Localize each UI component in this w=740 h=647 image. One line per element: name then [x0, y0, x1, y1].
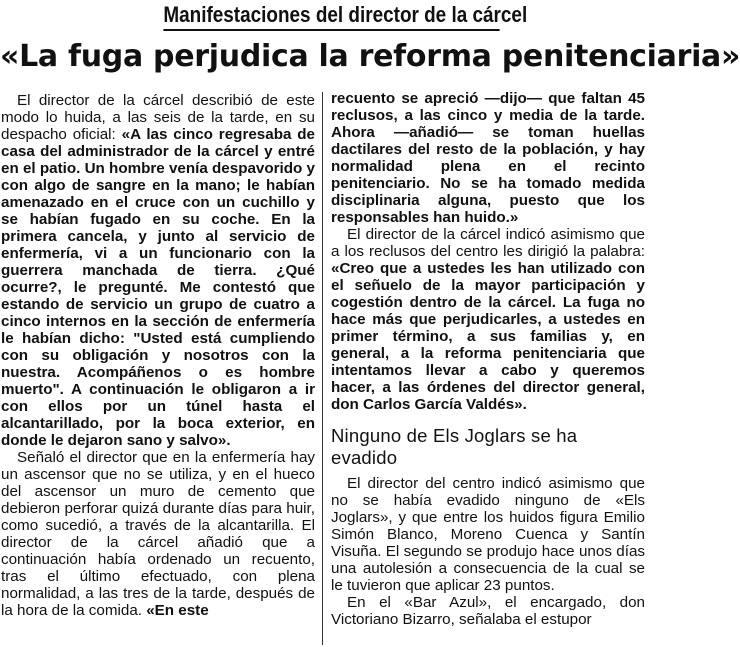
paragraph-els-joglars: El director del centro indicó asimismo que no se había evadido ninguno de «Els Joglars», y que entre los huidos figura Emilio Simón Blanco, Moreno Cuenca y Santín Visuña. El segundo se produjo hace unos días una autolesión a consecuencia de la cual se le tuvieron que aplicar 23 puntos. [331, 475, 645, 594]
article-column-right [331, 90, 645, 643]
article-headline: «La fuga perjudica la reforma penitenciaria» [0, 39, 740, 74]
paragraph-intro-text: El director de la cárcel describió de este modo lo huida, a las seis de la tarde, en su despacho oficial: [1, 92, 315, 143]
article-column-left [1, 92, 315, 645]
paragraph-address-to-inmates [331, 226, 645, 413]
column-divider [322, 92, 323, 645]
director-quote-text: «A las cinco regresaba de casa del administrador de la cárcel y entré en el patio. Un hombre venía despavorido y con algo de sangre en la mano; le habían amenazado en el cruce con un cuchillo y se habían fugado en su coche. En la primera cancela, y junto al servicio de enfermería, vi a un funcionario con la guerrera manchada de tierra. ¿Qué ocurre?, le pregunté. Me contestó que estando de servicio un grupo de cuatro a cinco internos en la sección de enfermería le habían dicho: "Usted está cumpliendo con su obligación y nosotros con la nuestra. Acompáñenos o es hombre muerto". A continuación le obligaron a ir con ellos por un túnel hasta el alcantarillado, por la boca exterior, en donde le dejaron sano y salvo». [1, 126, 315, 449]
article-kicker: Manifestaciones del director de la cárcel [163, 2, 499, 31]
paragraph-intro-text: El director de la cárcel indicó asimismo que a los reclusos del centro les dirigió la palabra: [331, 226, 645, 260]
director-quote-text: «En este [146, 602, 209, 619]
paragraph-director-description [1, 92, 315, 449]
director-quote-text: recuento se apreció —dijo— que faltan 45 reclusos, a las cinco y media de la tarde. Ahora —añadió— se toman huellas dactilares del resto de la población, y hay normalidad plena en el recinto penitenciario. No se ha tomado medida disciplinaria alguna, puesto que los responsables han huido.» [331, 90, 645, 226]
paragraph-bar-azul: En el «Bar Azul», el encargado, don Victoriano Bizarro, señalaba el estupor [331, 594, 645, 628]
director-quote-text: «Creo que a ustedes les han utilizado con el señuelo de la mayor participación y cogestión dentro de la cárcel. La fuga no hace más que perjudicarles, a ustedes en primer término, a sus familias y, en general, a la reforma penitenciaria que intentamos llevar a cabo y queremos hacer, a las órdenes del director general, don Carlos García Valdés». [331, 260, 645, 413]
paragraph-elevator-escape [1, 449, 315, 619]
article-subheading: Ninguno de Els Joglars se ha evadido [331, 425, 578, 468]
paragraph-body-text: Señaló el director que en la enfermería hay un ascensor que no se utiliza, y en el hueco del ascensor un muro de cemento que debieron perforar quizá durante días para huir, como sucedió, a través de la alcantarilla. El director de la cárcel añadió que a continuación había ordenado un recuento, tras el último efectuado, con plena normalidad, a las tres de la tarde, después de la hora de la comida. [1, 449, 315, 619]
paragraph-recount-quote [331, 90, 645, 226]
